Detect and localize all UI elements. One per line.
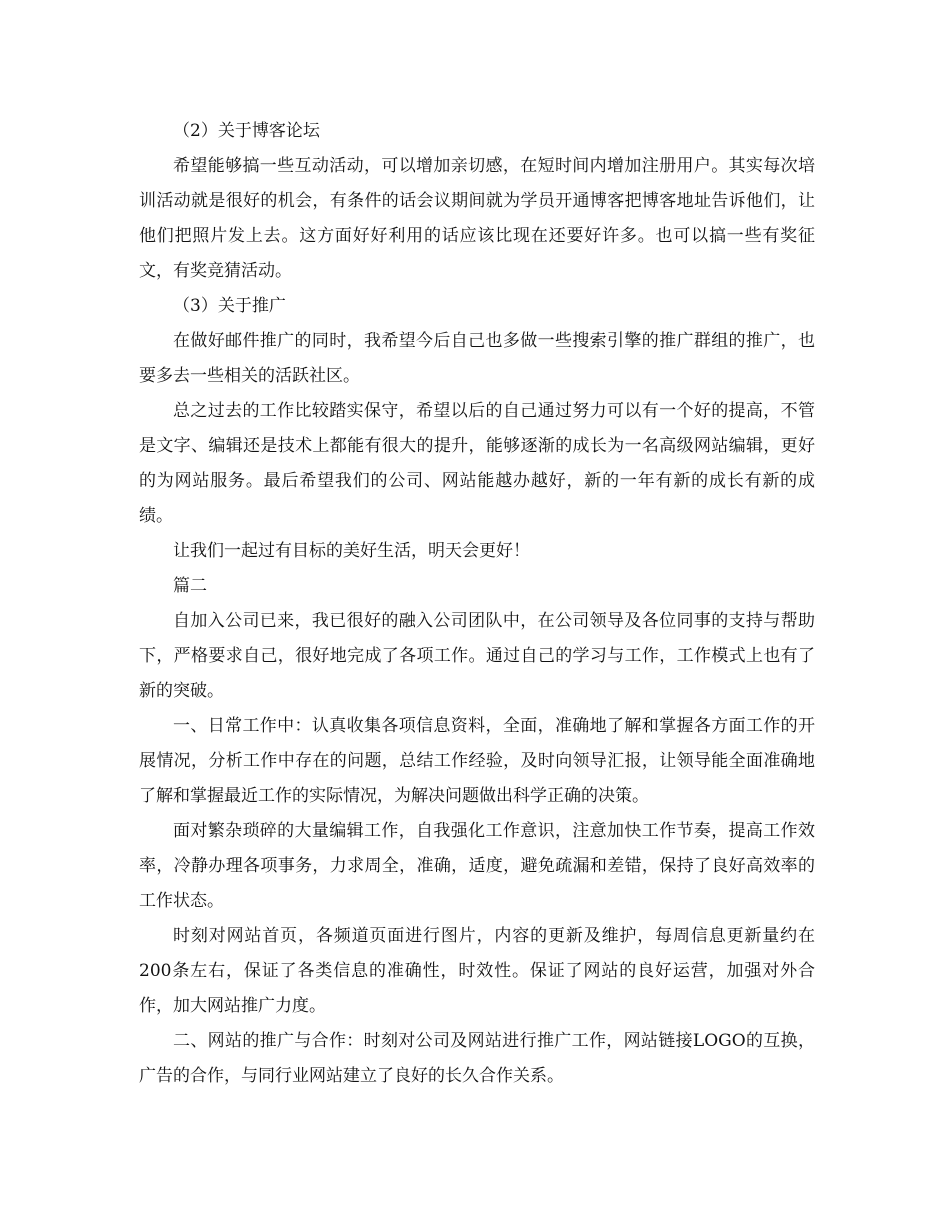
paragraph-summary: 总之过去的工作比较踏实保守，希望以后的自己通过努力可以有一个好的提高，不管是文字、编辑还是技术上都能有很大的提升，能够逐渐的成长为一名高级网站编辑，更好的为网站服务。最后希望我们的公司、网站能越办越好，新的一年有新的成长有新的成绩。 xyxy=(139,401,815,526)
section-heading-promotion: （3）关于推广 xyxy=(173,296,286,316)
paragraph-closing: 让我们一起过有目标的美好生活，明天会更好！ xyxy=(173,541,530,561)
paragraph-editing-work: 面对繁杂琐碎的大量编辑工作，自我强化工作意识，注意加快工作节奏，提高工作效率，冷静办理各项事务，力求周全，准确，适度，避免疏漏和差错，保持了良好高效率的工作状态。 xyxy=(139,821,815,911)
paragraph-intro: 自加入公司已来，我已很好的融入公司团队中，在公司领导及各位同事的支持与帮助下，严格要求自己，很好地完成了各项工作。通过自己的学习与工作，工作模式上也有了新的突破。 xyxy=(139,611,815,701)
document-body xyxy=(139,114,815,1094)
paragraph-site-promotion: 二、网站的推广与合作：时刻对公司及网站进行推广工作，网站链接LOGO的互换，广告的合作，与同行业网站建立了良好的长久合作关系。 xyxy=(139,1031,815,1086)
paragraph-daily-work: 一、日常工作中：认真收集各项信息资料，全面，准确地了解和掌握各方面工作的开展情况，分析工作中存在的问题，总结工作经验，及时向领导汇报，让领导能全面准确地了解和掌握最近工作的实际情况，为解决问题做出科学正确的决策。 xyxy=(139,716,815,806)
paragraph-promotion: 在做好邮件推广的同时，我希望今后自己也多做一些搜索引擎的推广群组的推广，也要多去一些相关的活跃社区。 xyxy=(139,331,815,386)
paragraph-blog-forum: 希望能够搞一些互动活动，可以增加亲切感，在短时间内增加注册用户。其实每次培训活动就是很好的机会，有条件的话会议期间就为学员开通博客把博客地址告诉他们，让他们把照片发上去。这方面好好利用的话应该比现在还要好许多。也可以搞一些有奖征文，有奖竞猜活动。 xyxy=(139,156,815,281)
paragraph-site-maintenance: 时刻对网站首页，各频道页面进行图片，内容的更新及维护，每周信息更新量约在200条左右，保证了各类信息的准确性，时效性。保证了网站的良好运营，加强对外合作，加大网站推广力度。 xyxy=(139,926,815,1016)
section-heading-blog-forum: （2）关于博客论坛 xyxy=(173,121,320,141)
section-heading-part-two: 篇二 xyxy=(173,576,207,596)
